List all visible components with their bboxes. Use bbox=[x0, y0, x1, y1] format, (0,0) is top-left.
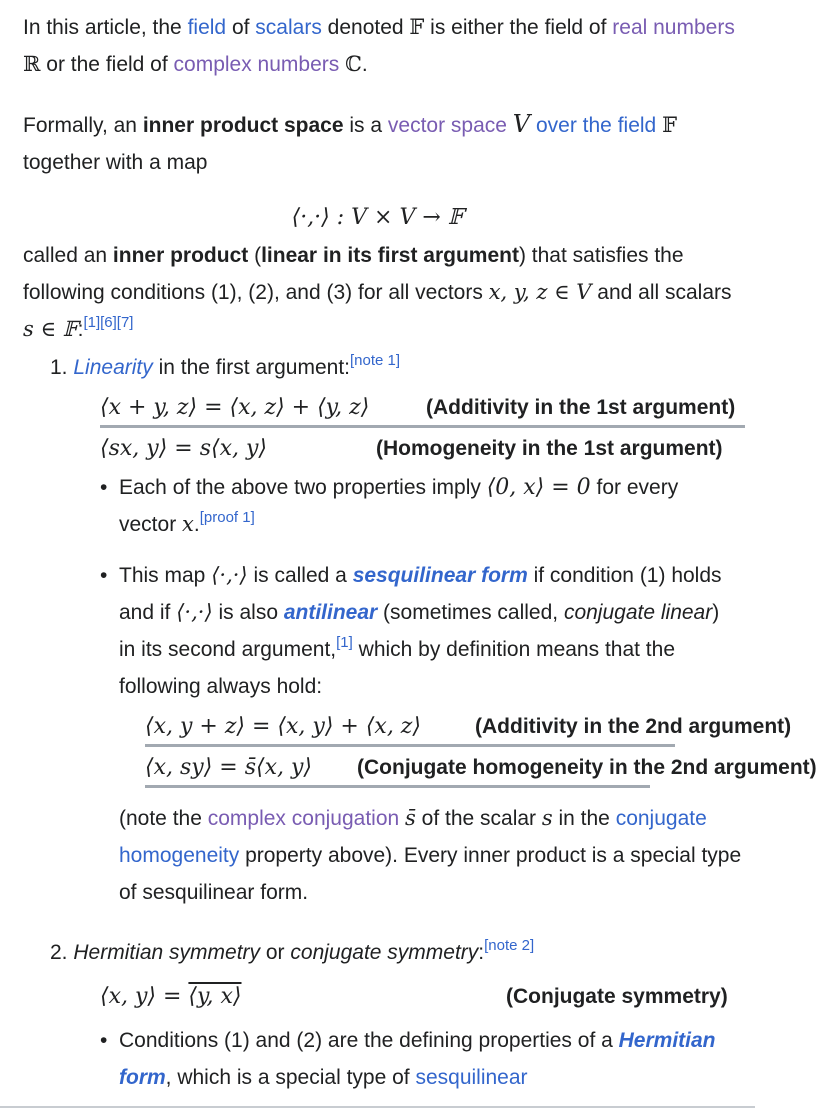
text: : bbox=[77, 318, 84, 341]
equation-label: (Conjugate symmetry) bbox=[506, 985, 728, 1008]
conditions-paragraph bbox=[23, 237, 748, 348]
text: . bbox=[193, 513, 200, 536]
bottom-edge bbox=[0, 1106, 755, 1108]
equation-lhs bbox=[100, 978, 242, 1015]
table-divider bbox=[145, 744, 675, 747]
math-bracket: ⟨·,·⟩ bbox=[176, 600, 213, 624]
list-number: 1. bbox=[50, 356, 74, 379]
bullet-text bbox=[119, 469, 739, 543]
link-field[interactable]: field bbox=[187, 16, 227, 39]
equation-conjugate-bar: ⟨y, x⟩ bbox=[188, 984, 242, 1009]
link-conjugate-homogeneity[interactable]: conjugate homogeneity bbox=[119, 807, 707, 867]
math-V: V bbox=[512, 110, 531, 138]
text: This map bbox=[119, 564, 212, 587]
text: Each of the above two properties imply bbox=[119, 476, 487, 499]
math-F: 𝔽 bbox=[662, 113, 677, 137]
link-linearity[interactable]: Linearity bbox=[73, 356, 153, 379]
proof-1[interactable]: [proof 1] bbox=[199, 509, 255, 526]
text: (note the bbox=[119, 807, 208, 830]
equation-label: (Conjugate homogeneity in the 2nd argument) bbox=[357, 756, 817, 779]
math-F: 𝔽 bbox=[409, 15, 425, 39]
bullet-text bbox=[119, 557, 739, 705]
definition-paragraph bbox=[23, 106, 743, 181]
table-divider bbox=[145, 785, 650, 788]
math-x: x bbox=[182, 512, 194, 536]
link-over-the-field[interactable]: over the field bbox=[535, 114, 657, 137]
text: in the first argument: bbox=[152, 356, 351, 379]
math-scalar: s ∈ 𝔽 bbox=[23, 317, 78, 341]
text: ( bbox=[248, 244, 262, 267]
equation-lhs: ⟨x, y + z⟩ = ⟨x, y⟩ + ⟨x, z⟩ bbox=[145, 714, 421, 739]
equation-label: (Additivity in the 1st argument) bbox=[426, 396, 736, 419]
text: (sometimes called, bbox=[377, 601, 564, 624]
math-bracket: ⟨·,·⟩ bbox=[211, 563, 248, 587]
ref-1-6-7[interactable]: [1][6][7] bbox=[83, 314, 134, 331]
equation-conj-homogeneity-2nd bbox=[145, 749, 817, 785]
intro-paragraph bbox=[23, 9, 743, 83]
text: in the bbox=[552, 807, 616, 830]
note-1[interactable]: [note 1] bbox=[350, 352, 401, 369]
bullet-icon: • bbox=[100, 476, 108, 499]
conjugation-note bbox=[119, 800, 744, 911]
text: property above). Every inner product is a special type of sesquilinear form. bbox=[119, 844, 742, 904]
equation-additivity-1st bbox=[100, 389, 760, 425]
term-linear-first: linear in its first argument bbox=[261, 244, 519, 267]
equation-homogeneity-1st bbox=[100, 430, 760, 466]
math-s: s bbox=[541, 806, 553, 830]
bullet-zero-property bbox=[100, 469, 740, 549]
text: : bbox=[478, 941, 485, 964]
text: is also bbox=[212, 601, 284, 624]
ref-1[interactable]: [1] bbox=[336, 634, 353, 651]
link-hermitian-form[interactable]: Hermitian form bbox=[119, 1029, 716, 1089]
equation-label: (Homogeneity in the 1st argument) bbox=[376, 437, 723, 460]
math-C: ℂ bbox=[345, 52, 362, 76]
term-inner-product: inner product bbox=[112, 244, 249, 267]
term-conjugate-symmetry: conjugate symmetry bbox=[290, 941, 479, 964]
link-sesquilinear[interactable]: sesquilinear bbox=[415, 1066, 528, 1089]
term-conjugate-linear: conjugate linear bbox=[563, 601, 713, 624]
text: Conditions (1) and (2) are the defining properties of a bbox=[119, 1029, 619, 1052]
text: , which is a special type of bbox=[165, 1066, 416, 1089]
list-item-1 bbox=[50, 349, 750, 386]
text: together with a map bbox=[23, 151, 208, 174]
text: is called a bbox=[247, 564, 353, 587]
text: ) that satisfies the following conditions (1), (2), and (3) for all vectors bbox=[23, 244, 684, 304]
text: is a bbox=[343, 114, 388, 137]
equation-label: (Additivity in the 2nd argument) bbox=[475, 715, 792, 738]
text: ) in its second argument, bbox=[119, 601, 720, 661]
text: Formally, an bbox=[23, 114, 143, 137]
text: of bbox=[226, 16, 256, 39]
equation-lhs: ⟨x, sy⟩ = s̄⟨x, y⟩ bbox=[145, 755, 312, 780]
text: or bbox=[260, 941, 291, 964]
equation-lhs: ⟨x + y, z⟩ = ⟨x, z⟩ + ⟨y, z⟩ bbox=[100, 395, 370, 420]
link-vector-space[interactable]: vector space bbox=[387, 114, 507, 137]
text: In this article, the bbox=[23, 16, 188, 39]
note-2[interactable]: [note 2] bbox=[484, 937, 535, 954]
link-complex-numbers[interactable]: complex numbers bbox=[173, 53, 340, 76]
list-item-2 bbox=[50, 934, 750, 971]
text: of the scalar bbox=[415, 807, 542, 830]
text: is either the field of bbox=[424, 16, 613, 39]
bullet-text bbox=[119, 1022, 739, 1096]
link-scalars[interactable]: scalars bbox=[255, 16, 322, 39]
link-complex-conjugation[interactable]: complex conjugation bbox=[207, 807, 400, 830]
term-inner-product-space: inner product space bbox=[142, 114, 344, 137]
equation-conjugate-symmetry bbox=[100, 978, 760, 1014]
link-real-numbers[interactable]: real numbers bbox=[612, 16, 735, 39]
display-math-map: ⟨·,·⟩ : V × V → 𝔽 bbox=[291, 205, 464, 230]
list-number: 2. bbox=[50, 941, 74, 964]
bullet-hermitian-form bbox=[100, 1022, 740, 1112]
bullet-sesquilinear bbox=[100, 557, 740, 717]
math-zero-x: ⟨0, x⟩ = 0 bbox=[486, 475, 591, 500]
math-s-bar: s̄ bbox=[405, 806, 416, 830]
text: for every vector bbox=[119, 476, 679, 536]
equation-lhs-left: ⟨x, y⟩ = bbox=[100, 984, 189, 1009]
bullet-icon: • bbox=[100, 1029, 108, 1052]
link-antilinear[interactable]: antilinear bbox=[283, 601, 378, 624]
bullet-icon: • bbox=[100, 564, 108, 587]
equation-additivity-2nd bbox=[145, 708, 792, 744]
table-divider bbox=[100, 425, 745, 428]
text: which by definition means that the following always hold: bbox=[119, 638, 676, 698]
equation-lhs: ⟨sx, y⟩ = s⟨x, y⟩ bbox=[100, 436, 267, 461]
text: denoted bbox=[321, 16, 410, 39]
text: and all scalars bbox=[591, 281, 732, 304]
link-sesquilinear-form[interactable]: sesquilinear form bbox=[352, 564, 528, 587]
math-R: ℝ bbox=[23, 52, 41, 76]
text: or the field of bbox=[40, 53, 174, 76]
term-hermitian-symmetry: Hermitian symmetry bbox=[73, 941, 261, 964]
text: called an bbox=[23, 244, 113, 267]
text: . bbox=[361, 53, 368, 76]
math-vectors: x, y, z ∈ V bbox=[488, 280, 592, 304]
text: if condition (1) holds and if bbox=[119, 564, 722, 624]
